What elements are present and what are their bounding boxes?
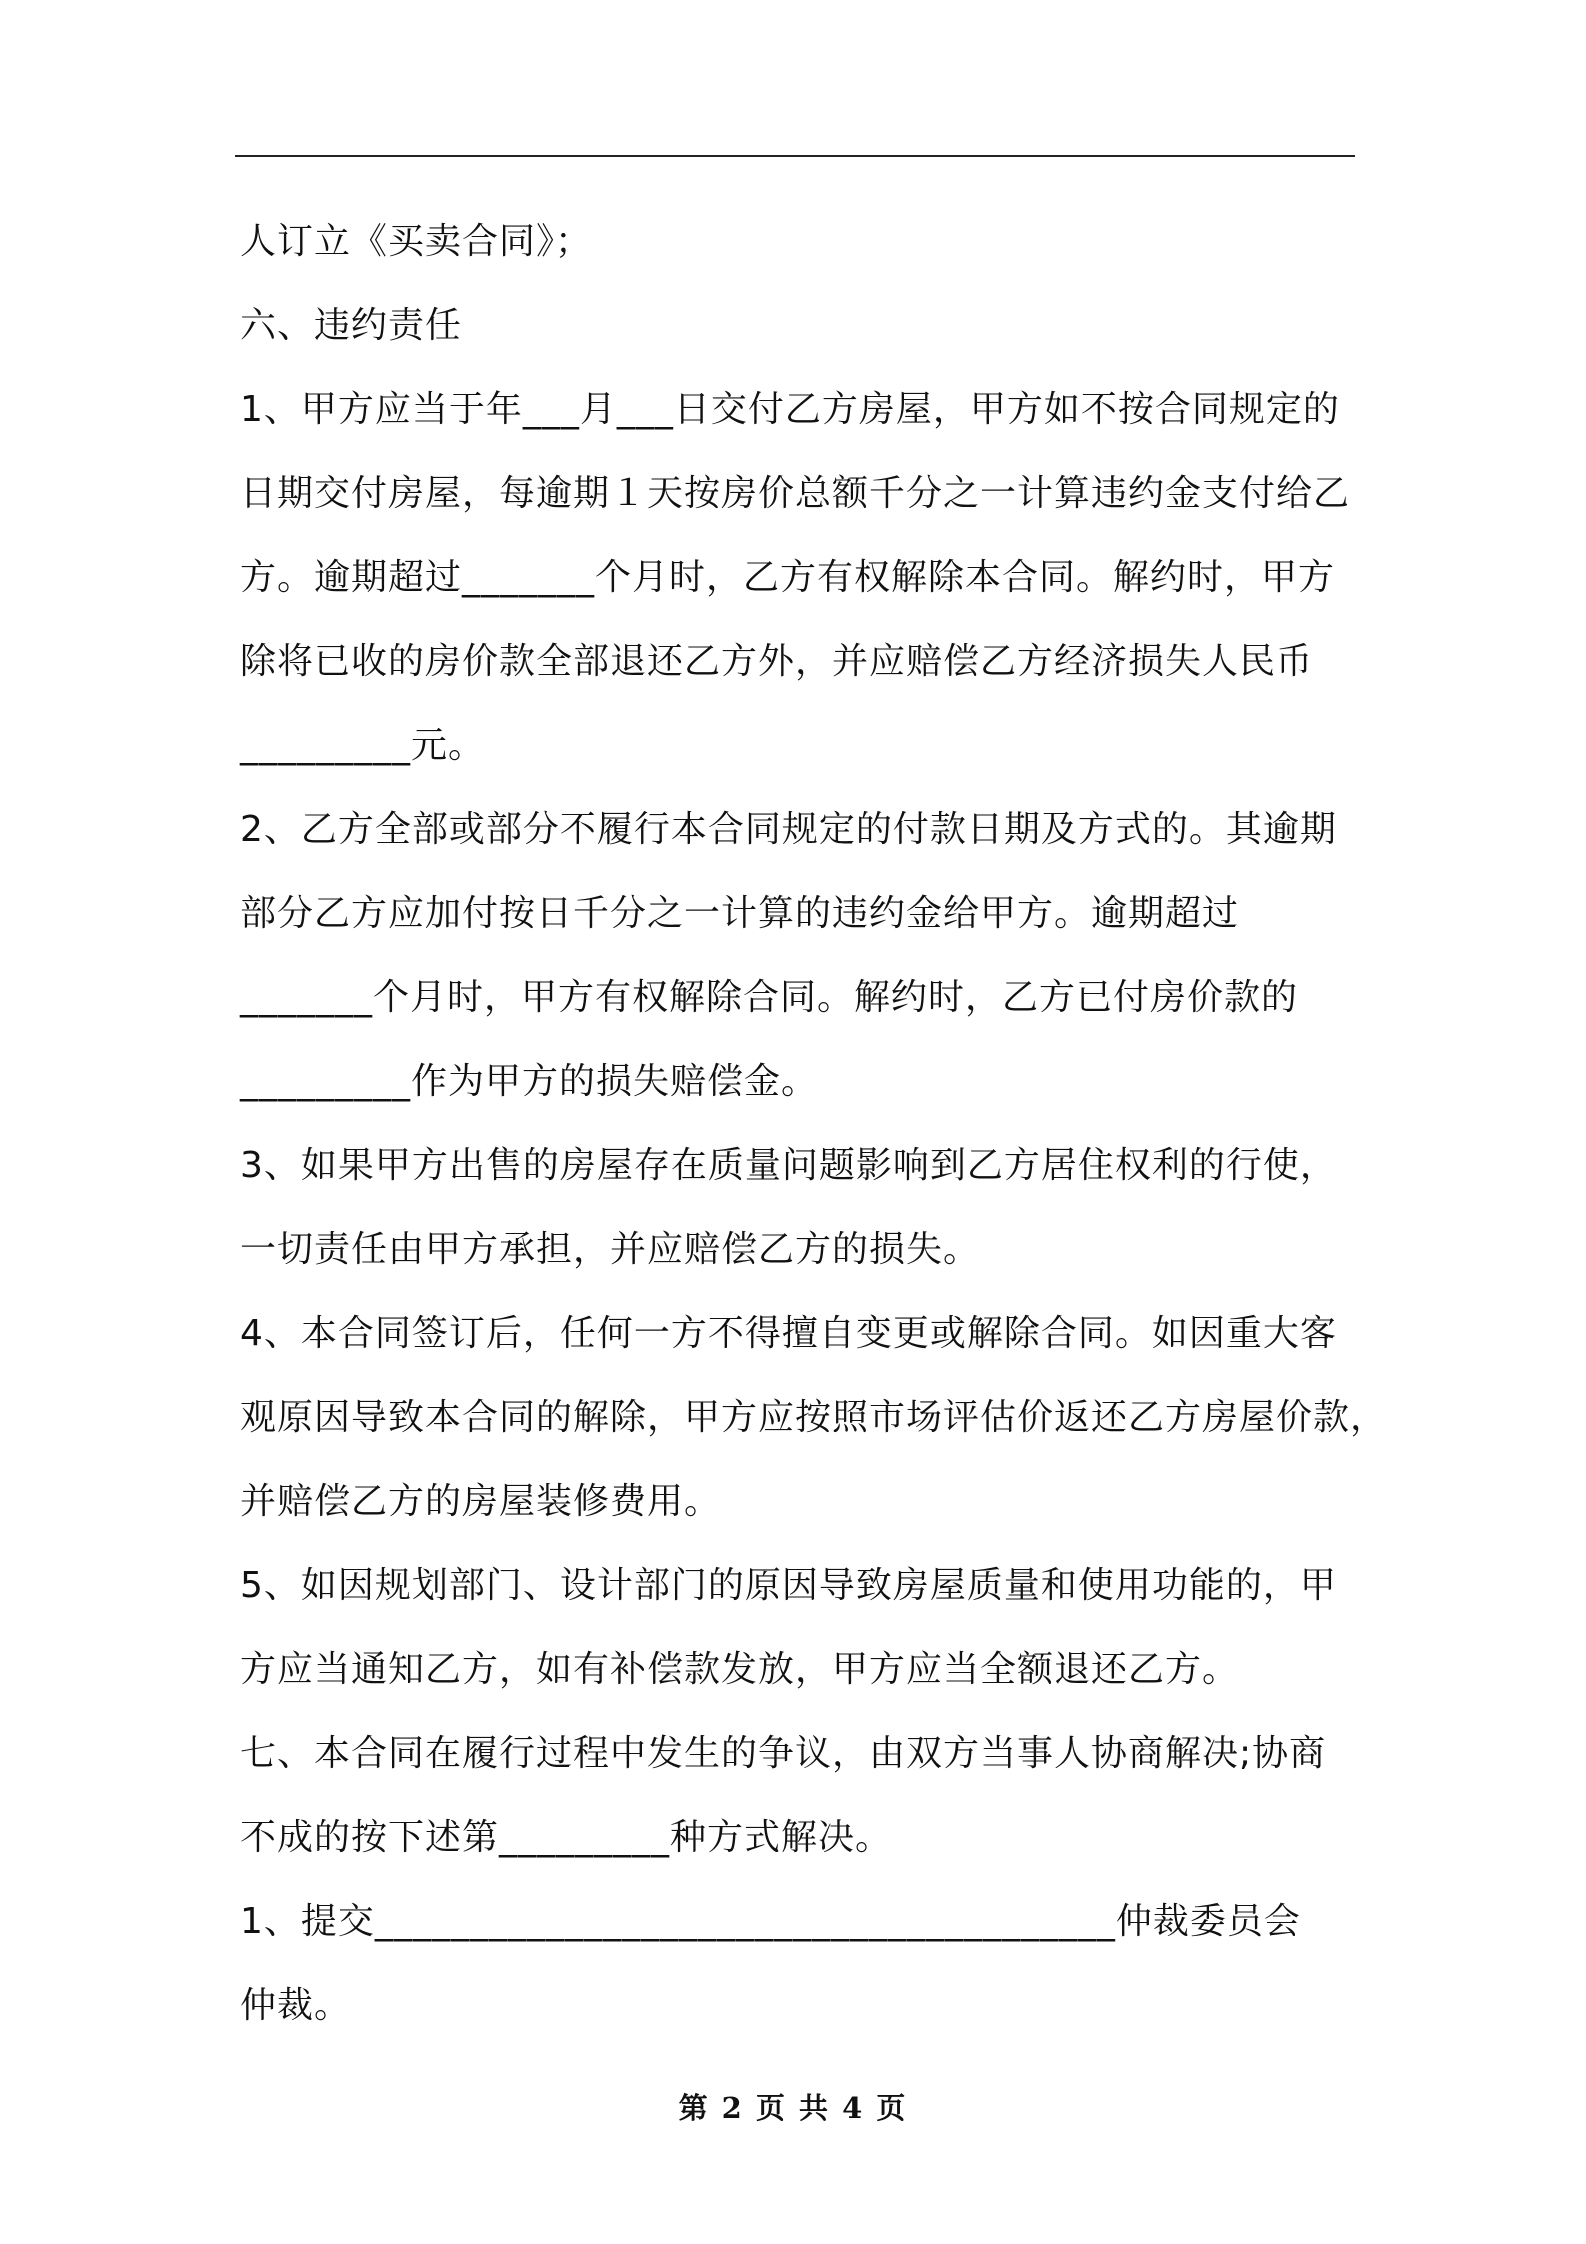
text-line: 除将已收的房价款全部退还乙方外，并应赔偿乙方经济损失人民币 (240, 641, 1314, 682)
text-line: 一切责任由甲方承担，并应赔偿乙方的损失。 (240, 1229, 981, 1270)
text-line: 1、提交_______________________________________仲裁委员会 (240, 1901, 1301, 1942)
text-line: 不成的按下述第_________种方式解决。 (240, 1817, 893, 1858)
text-line: 1、甲方应当于年___月___日交付乙方房屋，甲方如不按合同规定的 (240, 389, 1340, 430)
section-heading-breach: 六、违约责任 (240, 305, 463, 346)
text-line: 观原因导致本合同的解除，甲方应按照市场评估价返还乙方房屋价款， (240, 1397, 1388, 1438)
document-body (240, 200, 1388, 2048)
text-line: 人订立《买卖合同》； (240, 221, 593, 262)
text-line: 部分乙方应加付按日千分之一计算的违约金给甲方。逾期超过 (240, 893, 1240, 934)
text-line: 并赔偿乙方的房屋装修费用。 (240, 1481, 722, 1522)
text-line: _________作为甲方的损失赔偿金。 (240, 1061, 819, 1102)
text-line: 3、如果甲方出售的房屋存在质量问题影响到乙方居住权利的行使， (240, 1145, 1337, 1186)
header-divider (235, 155, 1355, 157)
section-heading-disputes: 七、本合同在履行过程中发生的争议，由双方当事人协商解决;协商 (240, 1733, 1327, 1774)
text-line: 方。逾期超过_______个月时，乙方有权解除本合同。解约时，甲方 (240, 557, 1336, 598)
text-line: _______个月时，甲方有权解除合同。解约时，乙方已付房价款的 (240, 977, 1299, 1018)
text-line: 4、本合同签订后，任何一方不得擅自变更或解除合同。如因重大客 (240, 1313, 1337, 1354)
text-line: 5、如因规划部门、设计部门的原因导致房屋质量和使用功能的，甲 (240, 1565, 1337, 1606)
text-line: 2、乙方全部或部分不履行本合同规定的付款日期及方式的。其逾期 (240, 809, 1337, 850)
text-line: 日期交付房屋，每逾期１天按房价总额千分之一计算违约金支付给乙 (240, 473, 1351, 514)
text-line: 方应当通知乙方，如有补偿款发放，甲方应当全额退还乙方。 (240, 1649, 1240, 1690)
page-indicator: 第 2 页 共 4 页 (678, 2091, 908, 2125)
text-line: 仲裁。 (240, 1985, 352, 2026)
text-line: _________元。 (240, 725, 486, 766)
